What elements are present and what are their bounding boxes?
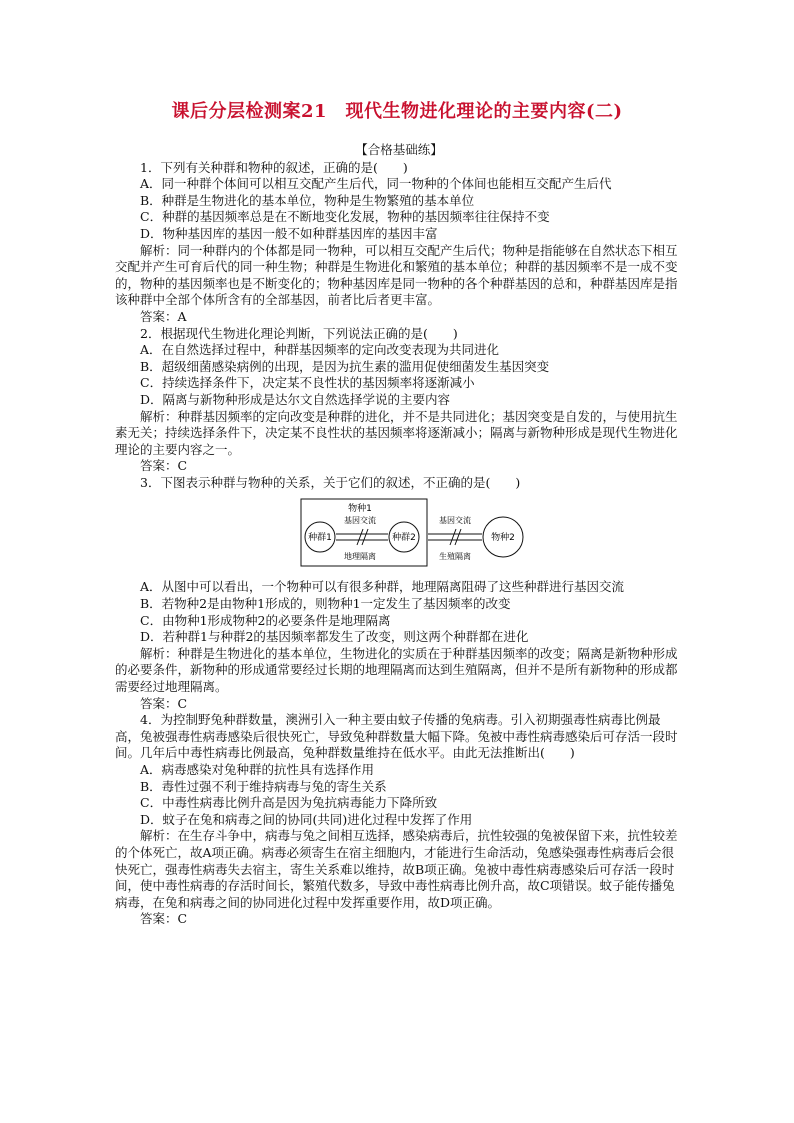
- question-3-analysis: 解析：种群是生物进化的基本单位，生物进化的实质在于种群基因频率的改变；隔离是新物种形成的必要条件，新物种的形成通常要经过长期的地理隔离而达到生殖隔离，但并不是所有新物种的形成都需要经过地理隔离。: [115, 645, 678, 695]
- question-2-stem: 2．根据现代生物进化理论判断，下列说法正确的是( ): [140, 325, 458, 341]
- question-4-option-a: A．病毒感染对兔种群的抗性具有选择作用: [140, 762, 375, 777]
- question-2-answer: 答案：C: [140, 458, 188, 474]
- gene-flow-label-1: 基因交流: [344, 516, 376, 526]
- page-title: 课后分层检测案21 现代生物进化理论的主要内容(二): [171, 101, 623, 122]
- question-3-option-d: D．若种群1与种群2的基因频率都发生了改变，则这两个种群都在进化: [140, 629, 529, 645]
- block-mark-2a: [450, 529, 456, 545]
- question-2-analysis: 解析：种群基因频率的定向改变是种群的进化，并不是共同进化；基因突变是自发的，与使用抗生素无关；持续选择条件下，决定某不良性状的基因频率将逐渐减小；隔离与新物种形成是现代生物进化理论的主要内容之一。: [115, 408, 678, 457]
- question-4-answer: 答案：C: [140, 911, 188, 927]
- question-1-stem: 1．下列有关种群和物种的叙述，正确的是( ): [140, 159, 408, 175]
- question-4-analysis: 解析：在生存斗争中，病毒与兔之间相互选择，感染病毒后，抗性较强的兔被保留下来，抗性较差的个体死亡，故A项正确。病毒必须寄生在宿主细胞内，才能进行生命活动，兔感染强毒性病毒后会很快死亡，强毒性病毒失去宿主，寄生关系难以维持，故B项正确。兔被中毒性病毒感染后可存活一段时间，使中毒性病毒的存活时间长，繁殖代数多，导致中毒性病毒比例升高，故C项错误。蚊子能传播兔病毒，在兔和病毒之间的协同进化过程中发挥重要作用，故D项正确。: [115, 828, 678, 910]
- question-2-option-b: B．超级细菌感染病例的出现，是因为抗生素的滥用促使细菌发生基因突变: [140, 358, 550, 374]
- reproductive-isolation-label: 生殖隔离: [439, 552, 471, 562]
- question-3-option-a: A．从图中可以看出，一个物种可以有很多种群，地理隔离阻碍了这些种群进行基因交流: [140, 579, 625, 595]
- question-4-stem: 4．为控制野兔种群数量，澳洲引入一种主要由蚊子传播的兔病毒。引入初期强毒性病毒比例最高，兔被强毒性病毒感染后很快死亡，导致兔种群数量大幅下降。兔被中毒性病毒感染后可存活一段时间。几年后中毒性病毒比例最高，兔种群数量维持在低水平。由此无法推断出( ): [115, 712, 678, 761]
- question-1-option-c: C．种群的基因频率总是在不断地变化发展，物种的基因频率往往保持不变: [140, 209, 550, 225]
- section-heading: 【合格基础练】: [355, 142, 443, 157]
- question-3-answer: 答案：C: [140, 695, 188, 711]
- block-mark-2b: [455, 529, 461, 545]
- question-2-option-c: C．持续选择条件下，决定某不良性状的基因频率将逐渐减小: [140, 375, 475, 391]
- question-1-option-d: D．物种基因库的基因一般不如种群基因库的基因丰富: [140, 225, 438, 241]
- population2-label: 种群2: [392, 533, 416, 544]
- question-1-option-a: A．同一种群个体间可以相互交配产生后代，同一物种的个体间也能相互交配产生后代: [140, 176, 612, 192]
- gene-flow-label-2: 基因交流: [439, 516, 471, 526]
- question-1-analysis: 解析：同一种群内的个体都是同一物种，可以相互交配产生后代；物种是指能够在自然状态下相互交配并产生可育后代的同一种生物；种群是生物进化和繁殖的基本单位；种群的基因频率不是一成不变的，物种的基因频率也是不断变化的；物种基因库是同一物种的各个种群基因的总和，种群基因库是指该种群中全部个体所含有的全部基因，前者比后者更丰富。: [115, 242, 678, 308]
- block-mark-1b: [362, 529, 368, 545]
- question-2-option-d: D．隔离与新物种形成是达尔文自然选择学说的主要内容: [140, 391, 451, 407]
- geographic-isolation-label: 地理隔离: [344, 552, 376, 562]
- diagram-svg: [300, 497, 540, 569]
- document-body: [115, 142, 683, 928]
- question-2-option-a: A．在自然选择过程中，种群基因频率的定向改变表现为共同进化: [140, 342, 500, 358]
- question-3-stem: 3．下图表示种群与物种的关系，关于它们的叙述，不正确的是( ): [140, 474, 521, 490]
- question-4-option-b: B．毒性过强不利于维持病毒与兔的寄生关系: [140, 778, 387, 794]
- species-population-diagram: [115, 497, 683, 569]
- species1-label: 物种1: [348, 504, 372, 515]
- question-1-option-b: B．种群是生物进化的基本单位，物种是生物繁殖的基本单位: [140, 192, 475, 208]
- question-4-option-c: C．中毒性病毒比例升高是因为兔抗病毒能力下降所致: [140, 795, 438, 811]
- species2-label: 物种2: [491, 533, 515, 544]
- question-1-answer: 答案：A: [140, 308, 187, 324]
- question-4-option-d: D．蚊子在兔和病毒之间的协同(共同)进化过程中发挥了作用: [140, 811, 473, 827]
- question-3-option-c: C．由物种1形成物种2的必要条件是地理隔离: [140, 612, 391, 628]
- question-3-option-b: B．若物种2是由物种1形成的，则物种1一定发生了基因频率的改变: [140, 596, 511, 612]
- block-mark-1a: [357, 529, 363, 545]
- population1-label: 种群1: [308, 533, 332, 544]
